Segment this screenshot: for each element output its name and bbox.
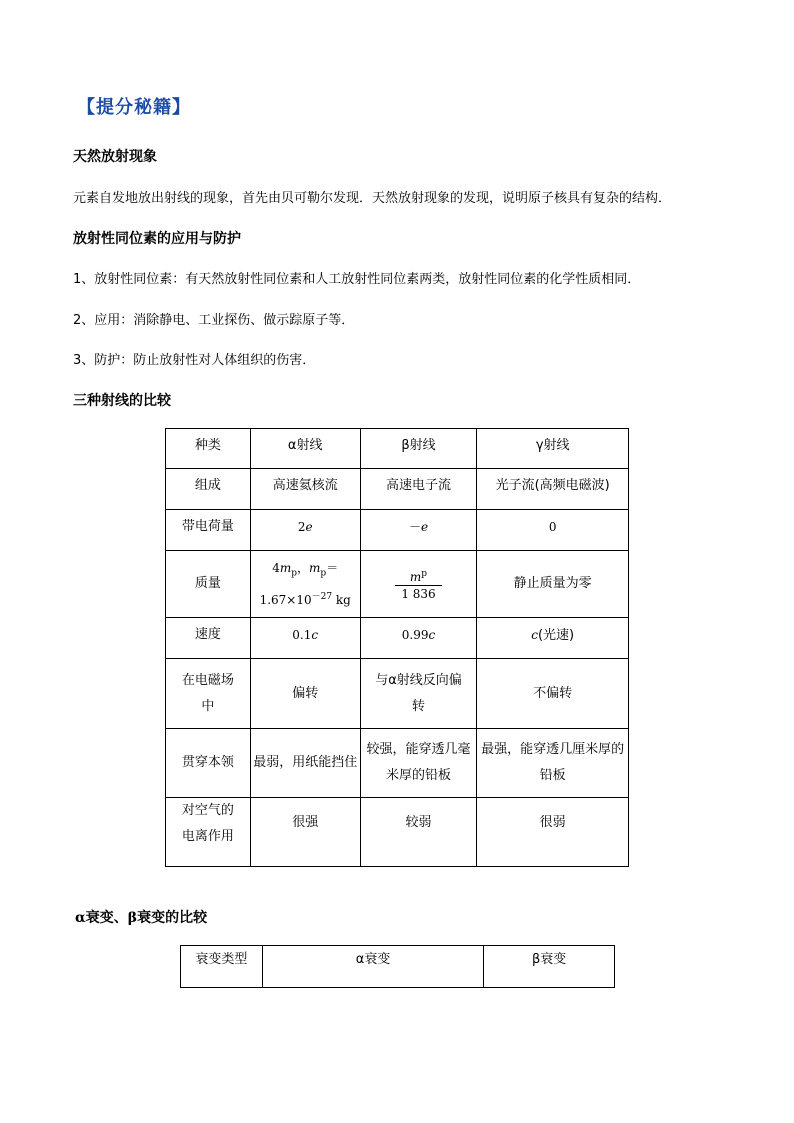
charge-beta-minus: － bbox=[408, 520, 421, 534]
table-cell: 贯穿本领 bbox=[166, 729, 251, 798]
table-cell: 质量 bbox=[166, 551, 251, 618]
rays-table bbox=[165, 428, 629, 867]
mass-beta-fraction: $\frac{m^p}{1 836}$ bbox=[395, 566, 441, 602]
heading-three-rays: 三种射线的比较 bbox=[73, 393, 171, 409]
table-row bbox=[166, 798, 629, 867]
table-cell: 高速电子流 bbox=[360, 469, 477, 510]
heading-natural-radioactivity: 天然放射现象 bbox=[73, 149, 157, 165]
table-header: β衰变 bbox=[484, 946, 615, 988]
table-header: β射线 bbox=[360, 429, 477, 469]
table-cell: 静止质量为零 bbox=[477, 551, 629, 618]
table-cell: 光子流(高频电磁波) bbox=[477, 469, 629, 510]
table-cell: 0.99c bbox=[360, 618, 477, 659]
heading-decay-comparison: α衰变、β衰变的比较 bbox=[75, 910, 208, 926]
table-cell: 在电磁场中 bbox=[166, 659, 251, 729]
table-cell: 偏转 bbox=[250, 659, 360, 729]
charge-alpha-number: 2 bbox=[297, 520, 306, 534]
table-row bbox=[166, 469, 629, 510]
table-cell: 高速氦核流 bbox=[250, 469, 360, 510]
table-cell: 最强，能穿透几厘米厚的铅板 bbox=[477, 729, 629, 798]
table-header: 衰变类型 bbox=[181, 946, 263, 988]
table-cell: 较弱 bbox=[360, 798, 477, 867]
table-cell: 不偏转 bbox=[477, 659, 629, 729]
table-cell: 带电荷量 bbox=[166, 510, 251, 551]
table-cell bbox=[477, 510, 629, 551]
paragraph-isotope-3: 3、防护：防止放射性对人体组织的伤害． bbox=[73, 353, 316, 368]
table-cell: c(光速) bbox=[477, 618, 629, 659]
decay-table bbox=[180, 945, 615, 988]
charge-alpha-e: e bbox=[305, 520, 313, 534]
table-cell: 最弱，用纸能挡住 bbox=[250, 729, 360, 798]
table-cell: 对空气的电离作用 bbox=[166, 798, 251, 867]
paragraph-natural-radioactivity: 元素自发地放出射线的现象，首先由贝可勒尔发现．天然放射现象的发现，说明原子核具有复杂的结构． bbox=[73, 191, 672, 206]
table-header: 种类 bbox=[166, 429, 251, 469]
charge-gamma: 0 bbox=[548, 520, 557, 534]
mass-alpha-line2: $1.67\times 10^{-27}$ kg bbox=[259, 592, 351, 608]
table-cell bbox=[250, 551, 360, 618]
table-row bbox=[166, 729, 629, 798]
table-cell bbox=[360, 551, 477, 618]
table-cell: 速度 bbox=[166, 618, 251, 659]
table-header: α衰变 bbox=[262, 946, 483, 988]
table-row bbox=[166, 618, 629, 659]
table-row bbox=[166, 510, 629, 551]
paragraph-isotope-1: 1、放射性同位素：有天然放射性同位素和人工放射性同位素两类，放射性同位素的化学性质相同． bbox=[73, 272, 641, 287]
table-row bbox=[166, 659, 629, 729]
table-cell: 组成 bbox=[166, 469, 251, 510]
paragraph-isotope-2: 2、应用：消除静电、工业探伤、做示踪原子等． bbox=[73, 313, 355, 328]
table-header: γ射线 bbox=[477, 429, 629, 469]
table-cell: 较强，能穿透几毫米厚的铅板 bbox=[360, 729, 477, 798]
table-row bbox=[181, 946, 615, 988]
table-cell: 很强 bbox=[250, 798, 360, 867]
table-cell bbox=[250, 510, 360, 551]
table-row bbox=[166, 551, 629, 618]
table-cell bbox=[360, 510, 477, 551]
table-cell: 0.1c bbox=[250, 618, 360, 659]
section-title: 【提分秘籍】 bbox=[77, 97, 191, 118]
table-row bbox=[166, 429, 629, 469]
table-cell: 与α射线反向偏转 bbox=[360, 659, 477, 729]
mass-alpha-line1: $4m_p$，$m_p=$ bbox=[272, 560, 339, 579]
charge-beta-e: e bbox=[420, 520, 429, 534]
table-cell: 很弱 bbox=[477, 798, 629, 867]
table-header: α射线 bbox=[250, 429, 360, 469]
heading-isotope: 放射性同位素的应用与防护 bbox=[73, 231, 241, 247]
